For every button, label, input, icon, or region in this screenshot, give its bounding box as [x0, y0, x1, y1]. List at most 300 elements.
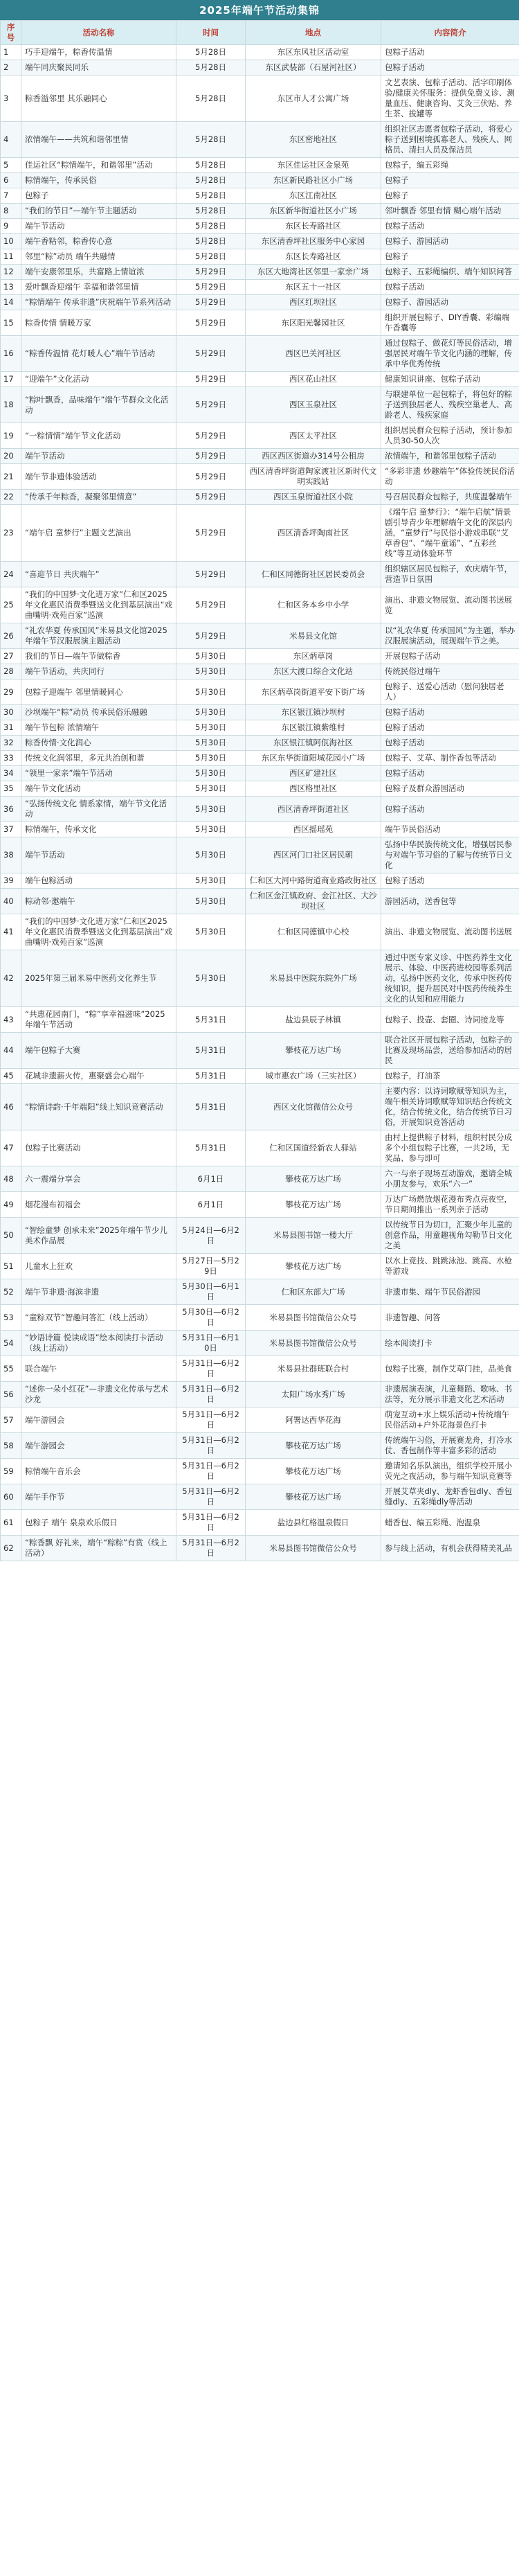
- cell-location: 东区新华街道社区小广场: [246, 204, 381, 219]
- table-row: [1, 649, 519, 664]
- table-row: [1, 837, 519, 873]
- cell-location: 西区文化馆微信公众号: [246, 1084, 381, 1130]
- cell-location: 西区清香坪街道陶家渡社区新时代文明实践站: [246, 464, 381, 490]
- cell-description: 包粽子、投壶、套圈、诗词接龙等: [381, 1007, 519, 1033]
- cell-time: 5月30日: [176, 720, 246, 736]
- cell-description: 包粽子、艾草、制作香包等活动: [381, 751, 519, 766]
- cell-description: 联合社区开展包粽子活动，包粽子的比赛及现场品尝，送给参加活动的居民: [381, 1033, 519, 1069]
- cell-activity-name: 我们的节日—端午节做粽香: [21, 649, 176, 664]
- cell-index: 3: [1, 75, 21, 122]
- cell-location: 东区长寿路社区: [246, 249, 381, 265]
- cell-location: 东区新民路社区小广场: [246, 173, 381, 188]
- table-row: [1, 1130, 519, 1166]
- cell-time: 5月29日: [176, 280, 246, 295]
- cell-location: 西区红坝社区: [246, 295, 381, 310]
- cell-description: 包粽子: [381, 249, 519, 265]
- cell-time: 5月28日: [176, 234, 246, 249]
- cell-description: 组织辖区居民包粽子，欢庆端午节，营造节日氛围: [381, 562, 519, 587]
- cell-index: 6: [1, 173, 21, 188]
- table-row: [1, 751, 519, 766]
- cell-description: 包粽子活动: [381, 797, 519, 822]
- table-row: [1, 449, 519, 464]
- cell-index: 17: [1, 372, 21, 387]
- cell-description: 邀请知名乐队演出，组织学校开展小荧光之夜活动，参与端午知识竞赛等: [381, 1459, 519, 1484]
- cell-description: 演出、非遗文物展览、流动图书送展: [381, 914, 519, 950]
- cell-location: 西区巴关河社区: [246, 336, 381, 372]
- cell-index: 49: [1, 1192, 21, 1218]
- table-row: [1, 705, 519, 720]
- cell-location: 米易县中医院东院外广场: [246, 950, 381, 1007]
- cell-location: 米易县文化馆: [246, 623, 381, 649]
- cell-activity-name: “端午启 童梦行”主题文艺演出: [21, 505, 176, 562]
- cell-description: 组织社区志愿者包粽子活动，将爱心粽子送到困境孤寡老人、残疾人、网格员、清扫人员及保洁员: [381, 122, 519, 158]
- cell-description: 端午节民俗活动: [381, 822, 519, 837]
- cell-time: 5月28日: [176, 75, 246, 122]
- cell-activity-name: 粽情端午音乐会: [21, 1459, 176, 1484]
- cell-location: 西区太平社区: [246, 423, 381, 449]
- cell-index: 5: [1, 158, 21, 173]
- cell-index: 29: [1, 679, 21, 705]
- cell-index: 14: [1, 295, 21, 310]
- cell-description: 包粽子、游园活动: [381, 234, 519, 249]
- table-row: [1, 736, 519, 751]
- cell-location: 西区矿建社区: [246, 766, 381, 781]
- cell-location: 米易县图书馆微信公众号: [246, 1305, 381, 1331]
- cell-location: 仁和区国道经新农人驿站: [246, 1130, 381, 1166]
- cell-location: 东区长寿路社区: [246, 219, 381, 234]
- table-row: [1, 1305, 519, 1331]
- cell-time: 5月24日—6月2日: [176, 1218, 246, 1254]
- cell-activity-name: “礼农华夏 传承国风”米易县文化馆2025年端午节汉服展演主题活动: [21, 623, 176, 649]
- cell-description: 包粽子: [381, 173, 519, 188]
- page-title: 2025年端午节活动集锦: [0, 0, 519, 20]
- cell-description: 包粽子活动: [381, 280, 519, 295]
- cell-activity-name: 包粽子 端午 泉泉欢乐假日: [21, 1510, 176, 1536]
- cell-description: 六一与亲子现场互动游戏，邀请全城小朋友参与，欢乐“六一”: [381, 1166, 519, 1192]
- cell-time: 5月28日: [176, 204, 246, 219]
- cell-description: 包粽子、五彩绳编织、端午知识问答: [381, 265, 519, 280]
- cell-time: 5月29日: [176, 372, 246, 387]
- cell-description: 健康知识讲座、包粽子活动: [381, 372, 519, 387]
- cell-activity-name: 端午同庆聚民同乐: [21, 60, 176, 75]
- cell-activity-name: “共惠花园南门，“粽”享幸福滋味”2025年端午节活动: [21, 1007, 176, 1033]
- cell-index: 45: [1, 1069, 21, 1084]
- table-row: [1, 310, 519, 336]
- table-body: [1, 45, 519, 1561]
- table-row: [1, 797, 519, 822]
- cell-activity-name: 端午节活动: [21, 219, 176, 234]
- cell-index: 56: [1, 1382, 21, 1407]
- cell-location: 攀枝花万达广场: [246, 1192, 381, 1218]
- cell-index: 24: [1, 562, 21, 587]
- cell-index: 39: [1, 873, 21, 889]
- cell-location: 攀枝花万达广场: [246, 1433, 381, 1459]
- cell-description: 包粽子活动: [381, 720, 519, 736]
- cell-activity-name: “迎端午”文化活动: [21, 372, 176, 387]
- cell-description: 包粽子活动: [381, 60, 519, 75]
- cell-index: 59: [1, 1459, 21, 1484]
- cell-time: 5月29日: [176, 310, 246, 336]
- cell-index: 15: [1, 310, 21, 336]
- cell-time: 5月29日: [176, 587, 246, 623]
- cell-description: 开展艾草夹dly、龙虾香包dly、香包缝dly、五彩绳dly等活动: [381, 1484, 519, 1510]
- cell-index: 25: [1, 587, 21, 623]
- table-row: [1, 158, 519, 173]
- cell-location: 仁和区同德街社区居民委员会: [246, 562, 381, 587]
- cell-location: 米易县图书馆一楼大厅: [246, 1218, 381, 1254]
- cell-time: 5月31日—6月2日: [176, 1433, 246, 1459]
- cell-activity-name: “我们的节日”—端午节主题活动: [21, 204, 176, 219]
- cell-description: 包粽子活动: [381, 705, 519, 720]
- cell-activity-name: “粽香飘 好礼来，端午“粽粽”有赏（线上活动）: [21, 1536, 176, 1561]
- table-row: [1, 1279, 519, 1305]
- cell-description: 绘本阅读打卡: [381, 1331, 519, 1356]
- cell-description: 萌宠互动+水上娱乐活动+传统端午民俗活动+户外花海景色打卡: [381, 1407, 519, 1433]
- cell-index: 47: [1, 1130, 21, 1166]
- cell-index: 53: [1, 1305, 21, 1331]
- cell-time: 6月1日: [176, 1192, 246, 1218]
- cell-index: 57: [1, 1407, 21, 1433]
- table-row: [1, 1382, 519, 1407]
- cell-time: 5月28日: [176, 60, 246, 75]
- cell-activity-name: “妙语诗篇 悦读成语”绘本阅读打卡活动（线上活动）: [21, 1331, 176, 1356]
- cell-time: 5月30日: [176, 766, 246, 781]
- cell-description: 包粽子活动: [381, 736, 519, 751]
- table-row: [1, 387, 519, 423]
- cell-index: 48: [1, 1166, 21, 1192]
- cell-time: 5月30日—6月2日: [176, 1305, 246, 1331]
- cell-activity-name: 粽情端午，传承民俗: [21, 173, 176, 188]
- cell-location: 盐边县红格温泉假日: [246, 1510, 381, 1536]
- cell-activity-name: “我们的中国梦·文化进万家”仁和区2025年文化惠民消费季暨送文化到基层演出“戏曲嘴明·戏苑百家”巡演: [21, 587, 176, 623]
- cell-location: 东区武装部（石屋河社区）: [246, 60, 381, 75]
- cell-location: 仁和区金江镇政府、金江社区、大沙坝社区: [246, 889, 381, 914]
- cell-activity-name: 端午节非遗体验活动: [21, 464, 176, 490]
- cell-description: 包粽子活动: [381, 873, 519, 889]
- cell-location: 攀枝花万达广场: [246, 1484, 381, 1510]
- cell-index: 54: [1, 1331, 21, 1356]
- cell-description: 非遗市集、端午节民俗游园: [381, 1279, 519, 1305]
- cell-index: 42: [1, 950, 21, 1007]
- cell-description: 邻叶飘香 邻里有情 糊心端午活动: [381, 204, 519, 219]
- cell-index: 18: [1, 387, 21, 423]
- cell-description: 包粽子比赛，制作艾草门挂，品美食: [381, 1356, 519, 1382]
- table-row: [1, 873, 519, 889]
- cell-activity-name: 端午节活动: [21, 449, 176, 464]
- table-row: [1, 295, 519, 310]
- cell-location: 东区炳草岗街道平安下街广场: [246, 679, 381, 705]
- cell-activity-name: “童粽双节”智趣问答汇（线上活动）: [21, 1305, 176, 1331]
- cell-location: 西区摇瑶苑: [246, 822, 381, 837]
- cell-activity-name: 端午游园会: [21, 1433, 176, 1459]
- cell-description: 万达广场燃放烟花漫布秀点亮夜空，节日期间推出一系列亲子活动: [381, 1192, 519, 1218]
- cell-activity-name: 浓情端午——共筑和谐邻里情: [21, 122, 176, 158]
- cell-activity-name: 包粽子比赛活动: [21, 1130, 176, 1166]
- cell-location: 东区银江镇紫维村: [246, 720, 381, 736]
- table-row: [1, 562, 519, 587]
- table-row: [1, 720, 519, 736]
- table-row: [1, 1007, 519, 1033]
- cell-activity-name: “粽情端午 传承非遗”庆祝端午节系列活动: [21, 295, 176, 310]
- cell-description: 由村上提供粽子材料，组织村民分成多个小组包粽子比赛，一共2场，无奖品、参与即可: [381, 1130, 519, 1166]
- cell-index: 21: [1, 464, 21, 490]
- cell-index: 55: [1, 1356, 21, 1382]
- cell-location: 城市惠农广场（三实社区）: [246, 1069, 381, 1084]
- cell-index: 8: [1, 204, 21, 219]
- table-row: [1, 1218, 519, 1254]
- table-row: [1, 1192, 519, 1218]
- cell-description: 包粽子: [381, 188, 519, 204]
- cell-location: 西区格里社区: [246, 781, 381, 797]
- cell-time: 5月30日: [176, 873, 246, 889]
- cell-description: 组织居民群众包粽子活动，预计参加人员30-50人次: [381, 423, 519, 449]
- cell-index: 52: [1, 1279, 21, 1305]
- table-row: [1, 188, 519, 204]
- cell-index: 1: [1, 45, 21, 60]
- cell-description: 组织开展包粽子、DIY香囊、彩编端午香囊等: [381, 310, 519, 336]
- cell-description: 以传统节日为切口，汇聚少年儿童的创意作品，用童趣视角勾勒节日文化之美: [381, 1218, 519, 1254]
- cell-time: 5月30日: [176, 736, 246, 751]
- cell-time: 5月30日: [176, 889, 246, 914]
- table-row: [1, 1459, 519, 1484]
- cell-time: 6月1日: [176, 1166, 246, 1192]
- cell-location: 东区银江镇阿佤海社区: [246, 736, 381, 751]
- cell-activity-name: 沙坝端午“粽”动员 传承民俗乐融融: [21, 705, 176, 720]
- cell-location: 东区东华街道阳城花园小广场: [246, 751, 381, 766]
- cell-index: 7: [1, 188, 21, 204]
- cell-activity-name: “我们的中国梦·文化进万家”仁和区2025年文化惠民消费季暨送文化到基层演出“戏曲嘴明·戏苑百家”巡演: [21, 914, 176, 950]
- cell-activity-name: “领里一家亲”端午节活动: [21, 766, 176, 781]
- cell-index: 28: [1, 664, 21, 679]
- cell-time: 5月30日—6月1日: [176, 1279, 246, 1305]
- cell-activity-name: “智绘童梦 创承未来”2025年端午节少儿美术作品展: [21, 1218, 176, 1254]
- cell-description: 蜡香包、编五彩绳、泡温泉: [381, 1510, 519, 1536]
- table-row: [1, 679, 519, 705]
- cell-time: 5月30日: [176, 914, 246, 950]
- cell-index: 12: [1, 265, 21, 280]
- cell-index: 41: [1, 914, 21, 950]
- cell-location: 东区炳草岗: [246, 649, 381, 664]
- table-row: [1, 464, 519, 490]
- table-row: [1, 664, 519, 679]
- cell-location: 太阳广场水秀广场: [246, 1382, 381, 1407]
- table-row: [1, 1510, 519, 1536]
- table-row: [1, 204, 519, 219]
- cell-index: 4: [1, 122, 21, 158]
- cell-index: 23: [1, 505, 21, 562]
- cell-location: 西区河门口社区居民朝: [246, 837, 381, 873]
- cell-activity-name: 爱叶飘香迎端午 幸福和谐邻里情: [21, 280, 176, 295]
- cell-description: 包粽子及群众游园活动: [381, 781, 519, 797]
- cell-time: 5月31日—6月2日: [176, 1459, 246, 1484]
- cell-time: 5月28日: [176, 173, 246, 188]
- cell-activity-name: 粽香传情·文化润心: [21, 736, 176, 751]
- cell-time: 5月30日: [176, 649, 246, 664]
- cell-index: 2: [1, 60, 21, 75]
- table-row: [1, 423, 519, 449]
- cell-description: 包粽子，编五彩绳: [381, 158, 519, 173]
- cell-activity-name: 烟花漫布初福会: [21, 1192, 176, 1218]
- cell-location: 西区西区街道办314号公租房: [246, 449, 381, 464]
- cell-index: 10: [1, 234, 21, 249]
- table-row: [1, 950, 519, 1007]
- table-row: [1, 766, 519, 781]
- cell-activity-name: 端午包粽活动: [21, 873, 176, 889]
- cell-index: 40: [1, 889, 21, 914]
- cell-activity-name: 传统文化润邻里，多元共治创和谐: [21, 751, 176, 766]
- table-row: [1, 623, 519, 649]
- cell-activity-name: 端午包粽子大赛: [21, 1033, 176, 1069]
- table-row: [1, 173, 519, 188]
- cell-time: 5月31日: [176, 1033, 246, 1069]
- cell-activity-name: 端午节活动，共庆同行: [21, 664, 176, 679]
- cell-index: 62: [1, 1536, 21, 1561]
- cell-description: 号召居民群众包粽子，共度温馨端午: [381, 490, 519, 505]
- cell-activity-name: 花城非遗薪火传，惠聚盛会心端午: [21, 1069, 176, 1084]
- table-row: [1, 265, 519, 280]
- cell-location: 盐边县辰子林镇: [246, 1007, 381, 1033]
- cell-description: 《端午启 童梦行》：“端午启航”情景剧引导青少年理解端午文化的深层内涵，“童梦行”与民俗小游戏串联“艾草香包”、“端午童谣”、“五彩丝线”等互动体验环节: [381, 505, 519, 562]
- cell-location: 东区大地湾社区邻里一家亲广场: [246, 265, 381, 280]
- cell-index: 34: [1, 766, 21, 781]
- cell-location: 东区银江镇沙坝村: [246, 705, 381, 720]
- table-row: [1, 1331, 519, 1356]
- cell-time: 5月30日: [176, 664, 246, 679]
- cell-activity-name: “传承千年粽香，凝聚邻里情意”: [21, 490, 176, 505]
- cell-activity-name: 佳运社区“粽情端午，和谐邻里”活动: [21, 158, 176, 173]
- cell-time: 5月30日: [176, 679, 246, 705]
- cell-location: 仁和区务本乡中小学: [246, 587, 381, 623]
- cell-description: 非遗展演表演，儿童舞蹈、歌咏、书法等，充分展示非遗文化艺术活动: [381, 1382, 519, 1407]
- cell-time: 5月29日: [176, 623, 246, 649]
- table-row: [1, 1407, 519, 1433]
- cell-time: 5月31日—6月2日: [176, 1407, 246, 1433]
- cell-location: 东区佳运社区金泉苑: [246, 158, 381, 173]
- cell-location: 东区密地社区: [246, 122, 381, 158]
- cell-index: 22: [1, 490, 21, 505]
- table-row: [1, 505, 519, 562]
- cell-time: 5月31日—6月2日: [176, 1484, 246, 1510]
- cell-index: 13: [1, 280, 21, 295]
- cell-time: 5月29日: [176, 490, 246, 505]
- cell-description: 参与线上活动，有机会获得精美礼品: [381, 1536, 519, 1561]
- cell-activity-name: 粽香溢邻里 其乐融同心: [21, 75, 176, 122]
- cell-time: 5月29日: [176, 562, 246, 587]
- cell-location: 仁和区同德镇中心校: [246, 914, 381, 950]
- table-header-row: [1, 21, 519, 45]
- table-row: [1, 75, 519, 122]
- cell-time: 5月29日: [176, 505, 246, 562]
- cell-activity-name: 端午节活动: [21, 837, 176, 873]
- cell-index: 37: [1, 822, 21, 837]
- table-row: [1, 1536, 519, 1561]
- cell-description: 包粽子活动: [381, 219, 519, 234]
- cell-index: 27: [1, 649, 21, 664]
- cell-description: 弘扬中华民族传统文化，增强居民参与对端午节习俗的了解与传统节日文化: [381, 837, 519, 873]
- cell-activity-name: “粽香传温情 花灯暖人心”端午节活动: [21, 336, 176, 372]
- cell-activity-name: 粽动邻·邀端午: [21, 889, 176, 914]
- cell-index: 44: [1, 1033, 21, 1069]
- cell-time: 5月31日—6月2日: [176, 1382, 246, 1407]
- cell-description: 以水上竞技、跳跳泳池、跳高、水枪等游戏: [381, 1254, 519, 1279]
- cell-activity-name: “粽叶飘香，品味端午”端午节群众文化活动: [21, 387, 176, 423]
- cell-index: 26: [1, 623, 21, 649]
- cell-time: 5月31日: [176, 1084, 246, 1130]
- cell-index: 46: [1, 1084, 21, 1130]
- cell-time: 5月29日: [176, 336, 246, 372]
- cell-time: 5月31日—6月2日: [176, 1510, 246, 1536]
- table-row: [1, 219, 519, 234]
- cell-activity-name: 端午安康邻里乐，共富路上情谊浓: [21, 265, 176, 280]
- cell-index: 16: [1, 336, 21, 372]
- table-row: [1, 587, 519, 623]
- table-row: [1, 122, 519, 158]
- cell-activity-name: 包粽子: [21, 188, 176, 204]
- cell-location: 东区阳光馨园社区: [246, 310, 381, 336]
- cell-description: 包粽子，打油茶: [381, 1069, 519, 1084]
- cell-time: 5月30日: [176, 705, 246, 720]
- table-row: [1, 280, 519, 295]
- cell-location: 米易县图书馆微信公众号: [246, 1536, 381, 1561]
- cell-location: 仁和区大河中路街道商业路政街社区: [246, 873, 381, 889]
- cell-description: 包粽子活动: [381, 45, 519, 60]
- cell-index: 51: [1, 1254, 21, 1279]
- cell-description: 游园活动，送香包等: [381, 889, 519, 914]
- cell-location: 米易县图书馆微信公众号: [246, 1331, 381, 1356]
- cell-location: 西区花山社区: [246, 372, 381, 387]
- cell-description: 以“礼农华夏 传承国风”为主题，举办汉服展演活动，展现端午节之美。: [381, 623, 519, 649]
- cell-time: 5月30日: [176, 751, 246, 766]
- cell-location: 东区五十一社区: [246, 280, 381, 295]
- table-row: [1, 1084, 519, 1130]
- cell-time: 5月30日: [176, 950, 246, 1007]
- cell-activity-name: 粽情端午，传承文化: [21, 822, 176, 837]
- cell-description: 通过中医专家义诊、中医药养生文化展示、体验、中医药进校园等系列活动，弘扬中医药文化，传承中医药传统知识，提升居民对中医药传统养生文化的认知和应用能力: [381, 950, 519, 1007]
- cell-time: 5月29日: [176, 265, 246, 280]
- cell-index: 11: [1, 249, 21, 265]
- cell-activity-name: 联合端午: [21, 1356, 176, 1382]
- cell-time: 5月31日—6月2日: [176, 1356, 246, 1382]
- table-row: [1, 1433, 519, 1459]
- cell-activity-name: “一粽情情”端午节文化活动: [21, 423, 176, 449]
- cell-time: 5月30日: [176, 797, 246, 822]
- header-index: 序号: [1, 21, 21, 45]
- cell-index: 31: [1, 720, 21, 736]
- cell-location: 东区清香坪社区服务中心家园: [246, 234, 381, 249]
- table-row: [1, 336, 519, 372]
- cell-description: 主要内容：以诗词歌赋等知识为主，端午相关诗词歌赋等知识结合传统文化，结合传统文化，结合传统节日习俗，开展知识竞答活动: [381, 1084, 519, 1130]
- cell-activity-name: 巧手迎端午，粽香传温情: [21, 45, 176, 60]
- cell-activity-name: “喜迎节日 共庆端午”: [21, 562, 176, 587]
- cell-description: 通过包粽子、做花灯等民俗活动，增强居民对端午节文化内涵的理解，传承中华优秀传统: [381, 336, 519, 372]
- cell-activity-name: 端午香粘邻，粽香传心意: [21, 234, 176, 249]
- table-row: [1, 1166, 519, 1192]
- table-row: [1, 45, 519, 60]
- cell-activity-name: 包粽子迎端午 邻里情暖同心: [21, 679, 176, 705]
- cell-location: 东区大渡口综合文化站: [246, 664, 381, 679]
- cell-location: 阿署达西华花海: [246, 1407, 381, 1433]
- cell-time: 5月27日—5月29日: [176, 1254, 246, 1279]
- cell-time: 5月30日: [176, 837, 246, 873]
- cell-location: 西区清香坪陶南社区: [246, 505, 381, 562]
- cell-activity-name: “弘扬传统文化 情系家情，端午节文化活动: [21, 797, 176, 822]
- cell-activity-name: 2025年第三届米易中医药文化养生节: [21, 950, 176, 1007]
- cell-time: 5月29日: [176, 449, 246, 464]
- cell-activity-name: 粽香传情 情暖万家: [21, 310, 176, 336]
- cell-index: 35: [1, 781, 21, 797]
- table-row: [1, 490, 519, 505]
- table-row: [1, 822, 519, 837]
